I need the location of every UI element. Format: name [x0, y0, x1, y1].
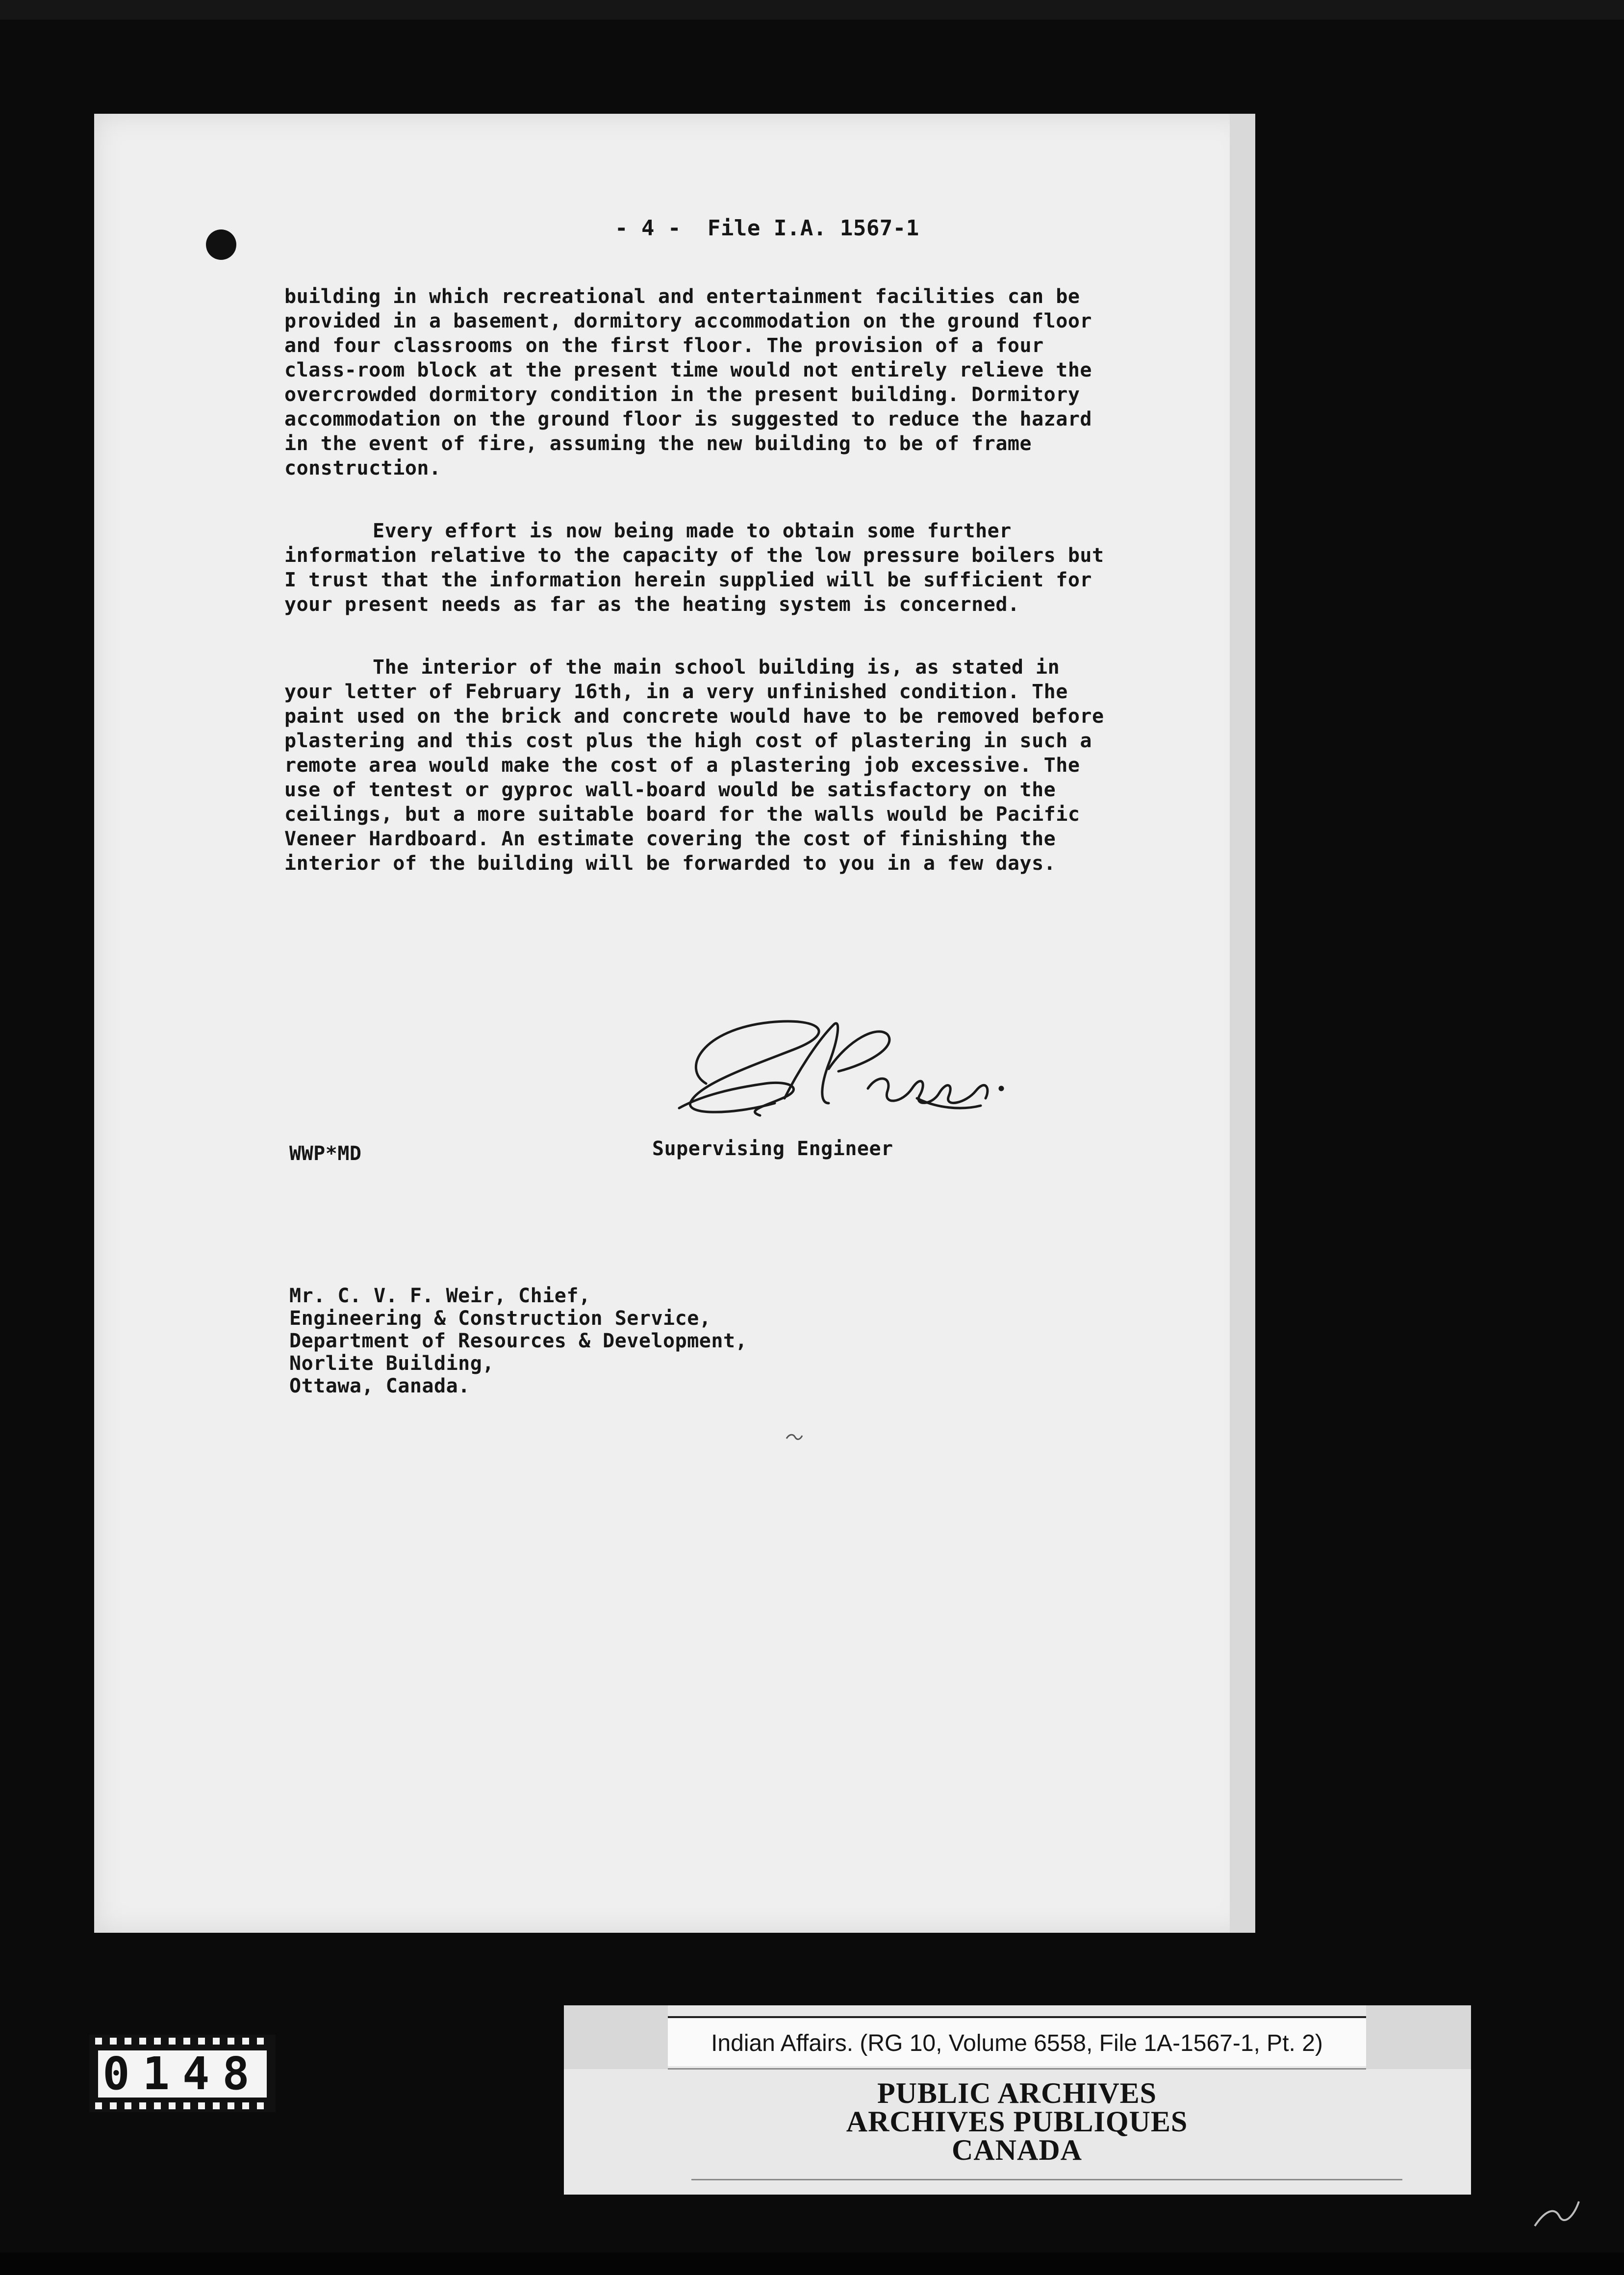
archive-stamp	[668, 2079, 1366, 2164]
address-line: Norlite Building,	[289, 1352, 494, 1375]
corner-scratch-mark	[1530, 2197, 1584, 2231]
card-tab-left	[564, 2005, 668, 2069]
card-divider	[668, 2068, 1366, 2070]
archive-name-en: PUBLIC ARCHIVES	[877, 2077, 1157, 2109]
frame-number: 0148	[102, 2048, 262, 2100]
handwritten-signature	[672, 1010, 1010, 1133]
archive-name-fr: ARCHIVES PUBLIQUES	[846, 2105, 1188, 2138]
film-edge-bottom	[0, 2252, 1624, 2275]
address-line: Mr. C. V. F. Weir, Chief,	[289, 1285, 591, 1307]
address-line: Department of Resources & Development,	[289, 1330, 748, 1352]
punch-hole	[206, 229, 236, 260]
film-perforations	[95, 2102, 270, 2109]
page-reference: - 4 - File I.A. 1567-1	[615, 216, 919, 241]
paragraph-boilers: Every effort is now being made to obtain some further information relative to the capacity of the low pressure boilers but I trust that the information herein supplied will be sufficient for your present needs as far as the heating system is concerned.	[284, 520, 1104, 616]
address-line: Engineering & Construction Service,	[289, 1307, 711, 1330]
recipient-address	[289, 1285, 976, 1397]
film-edge-top	[0, 0, 1624, 20]
archive-country: CANADA	[952, 2134, 1082, 2166]
card-tab-right	[1366, 2005, 1471, 2069]
card-divider	[691, 2179, 1402, 2180]
archive-reference: Indian Affairs. (RG 10, Volume 6558, File 1A-1567-1, Pt. 2)	[711, 2030, 1323, 2056]
paragraph-building: building in which recreational and entertainment facilities can be provided in a basement, dormitory accommodation on the ground floor and four classrooms on the first floor. The provision of a four class-room block at the present time would not entirely relieve the overcrowded dormitory condition in the present building. Dormitory accommodation on the ground floor is suggested to reduce the hazard in the event of fire, assuming the new building to be of frame construction.	[284, 285, 1092, 480]
page-edge-shadow	[1230, 114, 1255, 1933]
film-perforations	[95, 2038, 270, 2045]
address-line: Ottawa, Canada.	[289, 1375, 470, 1397]
typist-initials: WWP*MD	[289, 1142, 362, 1165]
frame-counter	[89, 2035, 276, 2112]
signer-title: Supervising Engineer	[652, 1138, 893, 1160]
stray-ink-mark	[785, 1432, 804, 1441]
letter-body	[284, 284, 1108, 914]
paragraph-interior: The interior of the main school building is, as stated in your letter of February 16th, in a very unfinished condition. The paint used on the brick and concrete would have to be removed before plastering and this cost plus the high cost of plastering in such a remote area would make the cost of a plastering job excessive. The use of tentest or gyproc wall-board would be satisfactory on the ceilings, but a more suitable board for the walls would be Pacific Veneer Hardboard. An estimate covering the cost of finishing the interior of the building will be forwarded to you in a few days.	[284, 656, 1104, 875]
